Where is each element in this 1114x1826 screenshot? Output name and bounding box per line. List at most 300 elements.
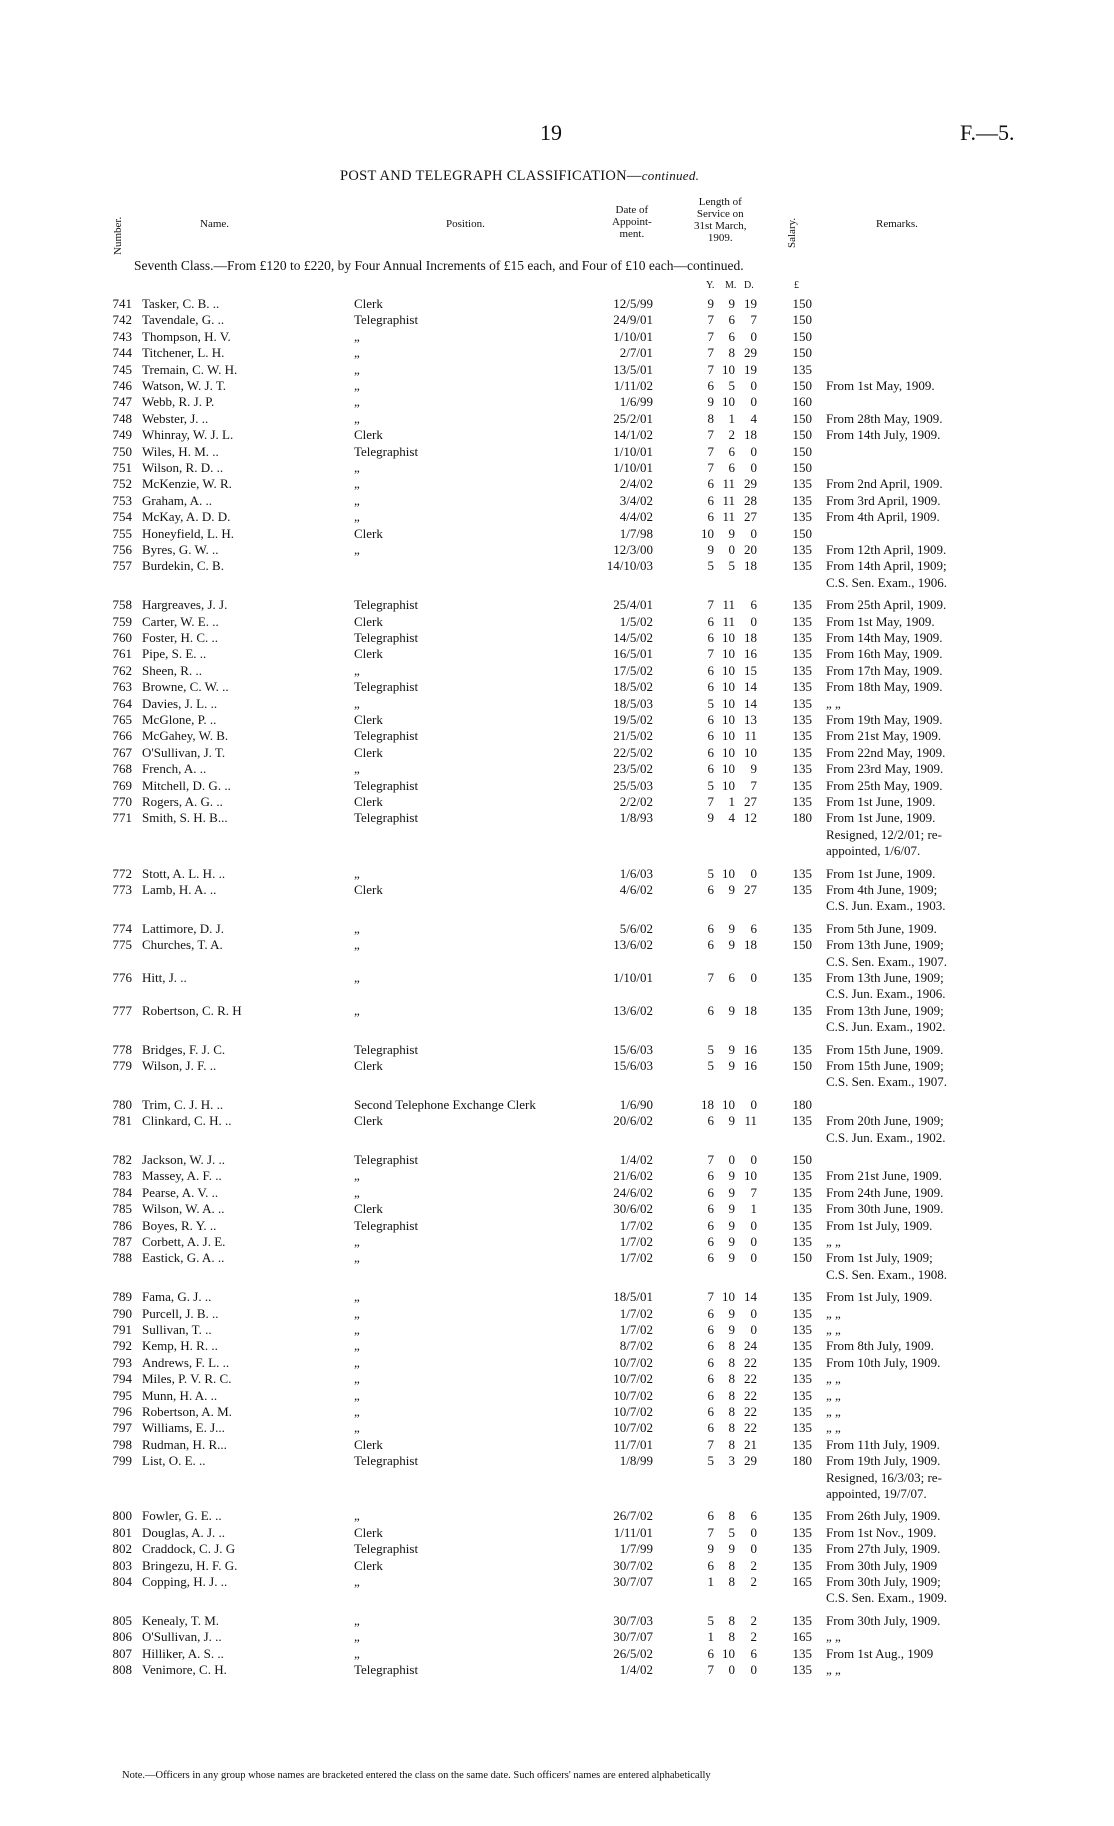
row-days: 21 [744, 1436, 757, 1452]
row-name: Rogers, A. G. .. [142, 794, 223, 809]
row-number: 798 [112, 1436, 132, 1452]
row-date: 13/6/02 [613, 937, 653, 953]
header-service [694, 196, 747, 244]
row-remarks: C.S. Jun. Exam., 1906. [826, 986, 946, 1002]
row-name: Hargreaves, J. J. [142, 597, 228, 613]
row-remarks: From 4th April, 1909. [826, 509, 940, 525]
row-remarks: C.S. Sen. Exam., 1906. [826, 574, 947, 590]
row-remarks: From 3rd April, 1909. [826, 492, 941, 508]
row-years: 5 [707, 865, 714, 881]
row-number: 748 [112, 410, 132, 426]
table-row [0, 1218, 1114, 1234]
row-remarks: From 14th April, 1909; [826, 558, 947, 574]
table-row [0, 1113, 1114, 1129]
row-number: 763 [112, 679, 132, 695]
row-years: 6 [707, 1217, 714, 1233]
row-remarks: „ „ [826, 1662, 841, 1677]
row-number: 754 [112, 509, 132, 525]
row-salary: 135 [792, 1371, 812, 1387]
row-days: 0 [750, 1305, 757, 1321]
row-remarks: „ „ [826, 1371, 841, 1387]
row-date: 1/7/02 [619, 1305, 653, 1321]
row-days: 0 [750, 1217, 757, 1233]
table-row [0, 1486, 1114, 1502]
row-years: 7 [707, 1662, 714, 1677]
row-remarks: From 1st July, 1909. [826, 1289, 933, 1305]
row-date: 14/1/02 [613, 427, 653, 443]
row-months: 6 [728, 328, 735, 344]
row-years: 1 [707, 1574, 714, 1589]
row-remarks: C.S. Jun. Exam., 1902. [826, 1129, 946, 1145]
row-days: 18 [744, 630, 757, 645]
row-name: Hilliker, A. S. .. [142, 1645, 224, 1661]
table-row [0, 575, 1114, 591]
row-remarks: From 14th May, 1909. [826, 630, 943, 645]
row-salary: 135 [792, 1201, 812, 1217]
row-days: 18 [744, 558, 757, 574]
row-name: Williams, E. J... [142, 1420, 225, 1436]
row-salary: 150 [792, 460, 812, 475]
row-days: 14 [744, 1289, 757, 1305]
row-position: Telegraphist [354, 312, 419, 328]
row-number: 802 [112, 1541, 132, 1557]
row-days: 27 [744, 509, 757, 525]
table-row [0, 1097, 1114, 1113]
row-salary: 135 [792, 865, 812, 881]
row-remarks: From 17th May, 1909. [826, 662, 943, 678]
unit-years: Y. [706, 280, 715, 291]
row-years: 5 [707, 558, 714, 574]
row-number: 782 [112, 1152, 132, 1167]
row-position: „ [354, 1354, 360, 1370]
row-number: 741 [112, 296, 132, 311]
row-days: 19 [744, 361, 757, 377]
row-remarks: From 13th June, 1909; [826, 970, 944, 985]
row-number: 751 [112, 460, 132, 475]
row-position: „ [354, 378, 360, 393]
row-date: 1/11/01 [613, 1524, 653, 1540]
row-days: 14 [744, 695, 757, 711]
row-number: 784 [112, 1184, 132, 1200]
row-date: 30/6/02 [613, 1201, 653, 1217]
row-salary: 135 [792, 509, 812, 525]
row-date: 30/7/02 [613, 1557, 653, 1573]
row-years: 6 [707, 728, 714, 744]
row-years: 7 [707, 427, 714, 443]
row-position: Clerk [354, 1557, 383, 1573]
table-row [0, 542, 1114, 558]
row-position: „ [354, 1574, 360, 1589]
row-days: 0 [750, 1524, 757, 1540]
row-years: 7 [707, 1436, 714, 1452]
table-row [0, 794, 1114, 810]
row-date: 1/8/99 [619, 1453, 653, 1469]
row-date: 1/4/02 [619, 1152, 653, 1167]
table-row [0, 898, 1114, 914]
table-row [0, 630, 1114, 646]
row-position: Telegraphist [354, 1453, 419, 1469]
row-position: Telegraphist [354, 777, 419, 793]
row-days: 0 [750, 1234, 757, 1249]
row-number: 771 [112, 810, 132, 826]
row-days: 0 [750, 394, 757, 410]
row-days: 4 [750, 410, 757, 426]
row-remarks: From 1st July, 1909; [826, 1250, 933, 1266]
row-months: 8 [728, 1338, 735, 1354]
row-name: Wilson, J. F. .. [142, 1058, 217, 1073]
row-position: Clerk [354, 744, 383, 760]
row-years: 6 [707, 1387, 714, 1403]
row-position: Clerk [354, 712, 383, 727]
row-remarks: „ „ [826, 1305, 841, 1321]
row-months: 11 [722, 492, 735, 508]
row-years: 9 [707, 810, 714, 826]
row-number: 806 [112, 1629, 132, 1645]
row-months: 8 [728, 1612, 735, 1628]
row-years: 6 [707, 1338, 714, 1354]
row-years: 7 [707, 970, 714, 985]
row-salary: 160 [792, 394, 812, 410]
row-months: 10 [722, 1289, 735, 1305]
row-number: 750 [112, 443, 132, 459]
row-salary: 135 [792, 1612, 812, 1628]
unit-salary: £ [794, 280, 799, 291]
row-days: 28 [744, 492, 757, 508]
row-position: Clerk [354, 613, 383, 629]
row-date: 21/5/02 [613, 728, 653, 744]
row-position: Telegraphist [354, 443, 419, 459]
row-position: Telegraphist [354, 1217, 419, 1233]
row-months: 9 [728, 937, 735, 953]
row-position: Telegraphist [354, 679, 419, 695]
row-months: 8 [728, 345, 735, 361]
row-number: 787 [112, 1234, 132, 1249]
row-date: 11/7/01 [613, 1436, 653, 1452]
row-salary: 180 [792, 1096, 812, 1112]
row-position: „ [354, 1508, 360, 1524]
row-remarks: „ „ [826, 1420, 841, 1436]
row-date: 23/5/02 [613, 761, 653, 777]
row-salary: 135 [792, 1234, 812, 1249]
row-number: 795 [112, 1387, 132, 1403]
row-days: 0 [750, 613, 757, 629]
row-date: 14/5/02 [613, 630, 653, 645]
unit-months: M. [725, 280, 737, 291]
row-number: 756 [112, 542, 132, 557]
table-row [0, 1590, 1114, 1606]
row-months: 10 [722, 662, 735, 678]
row-position: „ [354, 1322, 360, 1337]
row-date: 12/5/99 [613, 296, 653, 311]
row-days: 1 [750, 1201, 757, 1217]
row-months: 1 [728, 794, 735, 809]
row-years: 5 [707, 1453, 714, 1469]
table-row [0, 1267, 1114, 1283]
row-years: 6 [707, 492, 714, 508]
row-remarks: „ „ [826, 1629, 841, 1645]
header-remarks: Remarks. [876, 218, 918, 230]
row-number: 778 [112, 1041, 132, 1057]
row-salary: 150 [792, 1250, 812, 1266]
row-date: 1/7/02 [619, 1234, 653, 1249]
row-salary: 150 [792, 1058, 812, 1073]
row-number: 797 [112, 1420, 132, 1436]
row-number: 764 [112, 695, 132, 711]
row-name: McKenzie, W. R. [142, 476, 232, 492]
row-position: „ [354, 410, 360, 426]
title-suffix: continued. [641, 168, 700, 183]
row-months: 9 [728, 1041, 735, 1057]
row-months: 8 [728, 1354, 735, 1370]
row-salary: 150 [792, 328, 812, 344]
row-number: 758 [112, 597, 132, 613]
row-years: 7 [707, 361, 714, 377]
row-number: 783 [112, 1168, 132, 1184]
row-position: „ [354, 328, 360, 344]
row-salary: 135 [792, 679, 812, 695]
row-months: 10 [722, 394, 735, 410]
table-row [0, 493, 1114, 509]
row-remarks: From 1st June, 1909. [826, 794, 936, 809]
table-row [0, 1388, 1114, 1404]
row-position: „ [354, 1305, 360, 1321]
row-days: 9 [750, 761, 757, 777]
row-years: 9 [707, 394, 714, 410]
row-months: 11 [722, 613, 735, 629]
row-name: Burdekin, C. B. [142, 558, 224, 574]
row-months: 1 [728, 410, 735, 426]
row-date: 1/11/02 [613, 378, 653, 393]
row-position: „ [354, 492, 360, 508]
row-years: 7 [707, 345, 714, 361]
row-years: 6 [707, 1113, 714, 1129]
row-salary: 135 [792, 728, 812, 744]
table-row [0, 761, 1114, 777]
row-salary: 135 [792, 1436, 812, 1452]
row-years: 6 [707, 613, 714, 629]
row-days: 22 [744, 1371, 757, 1387]
row-remarks: From 2nd April, 1909. [826, 476, 943, 492]
row-date: 1/4/02 [619, 1662, 653, 1677]
row-number: 774 [112, 920, 132, 936]
row-years: 7 [707, 443, 714, 459]
row-number: 807 [112, 1645, 132, 1661]
row-name: Andrews, F. L. .. [142, 1354, 230, 1370]
row-years: 6 [707, 679, 714, 695]
row-salary: 135 [792, 558, 812, 574]
row-number: 786 [112, 1217, 132, 1233]
row-name: Trim, C. J. H. .. [142, 1096, 224, 1112]
row-date: 5/6/02 [619, 920, 653, 936]
row-days: 0 [750, 443, 757, 459]
row-position: Clerk [354, 427, 383, 443]
row-days: 2 [750, 1557, 757, 1573]
header-number: Number. [112, 216, 124, 255]
row-months: 10 [722, 695, 735, 711]
row-days: 0 [750, 865, 757, 881]
row-position: „ [354, 361, 360, 377]
header-date-line: ment. [619, 228, 645, 240]
table-row [0, 1646, 1114, 1662]
row-months: 9 [728, 1058, 735, 1073]
row-months: 6 [728, 970, 735, 985]
row-days: 0 [750, 1096, 757, 1112]
row-name: Massey, A. F. .. [142, 1168, 222, 1184]
table-row [0, 1234, 1114, 1250]
row-position: Telegraphist [354, 630, 419, 645]
row-name: Wiles, H. M. .. [142, 443, 219, 459]
row-years: 6 [707, 509, 714, 525]
row-number: 785 [112, 1201, 132, 1217]
row-remarks: C.S. Sen. Exam., 1909. [826, 1590, 947, 1606]
table-row [0, 1437, 1114, 1453]
row-position: Clerk [354, 882, 383, 897]
row-salary: 135 [792, 1113, 812, 1129]
row-months: 10 [722, 630, 735, 645]
row-date: 1/5/02 [619, 613, 653, 629]
row-date: 1/7/98 [619, 525, 653, 541]
row-name: Clinkard, C. H. .. [142, 1113, 232, 1129]
row-name: Venimore, C. H. [142, 1662, 227, 1677]
row-salary: 135 [792, 1420, 812, 1436]
row-position: Telegraphist [354, 1152, 419, 1167]
table-row [0, 1525, 1114, 1541]
table-row [0, 362, 1114, 378]
row-months: 8 [728, 1508, 735, 1524]
row-years: 6 [707, 1201, 714, 1217]
row-date: 4/6/02 [619, 882, 653, 897]
header-service-line: Service on [696, 208, 744, 220]
row-years: 5 [707, 1041, 714, 1057]
row-name: Webster, J. .. [142, 410, 209, 426]
row-years: 7 [707, 794, 714, 809]
row-remarks: C.S. Sen. Exam., 1907. [826, 953, 947, 969]
row-date: 22/5/02 [613, 744, 653, 760]
row-name: Foster, H. C. .. [142, 630, 219, 645]
footnote: Note.—Officers in any group whose names are bracketed entered the class on the same date. Such officers' names are entered alphabetically [122, 1770, 711, 1781]
row-number: 801 [112, 1524, 132, 1540]
row-months: 11 [722, 476, 735, 492]
row-position: „ [354, 1387, 360, 1403]
row-position: „ [354, 1338, 360, 1354]
row-months: 10 [722, 1645, 735, 1661]
row-days: 0 [750, 460, 757, 475]
row-name: O'Sullivan, J. .. [142, 1629, 222, 1645]
row-number: 789 [112, 1289, 132, 1305]
row-number: 790 [112, 1305, 132, 1321]
row-name: Miles, P. V. R. C. [142, 1371, 232, 1387]
row-days: 19 [744, 296, 757, 311]
row-salary: 135 [792, 662, 812, 678]
row-remarks: From 19th May, 1909. [826, 712, 943, 727]
row-name: Sullivan, T. .. [142, 1322, 212, 1337]
row-date: 2/7/01 [619, 345, 653, 361]
row-remarks: From 10th July, 1909. [826, 1354, 941, 1370]
row-number: 747 [112, 394, 132, 410]
row-years: 7 [707, 597, 714, 613]
row-years: 10 [701, 525, 714, 541]
row-date: 2/2/02 [619, 794, 653, 809]
row-date: 14/10/03 [606, 558, 653, 574]
row-remarks: From 12th April, 1909. [826, 542, 947, 557]
row-salary: 150 [792, 312, 812, 328]
row-name: Lamb, H. A. .. [142, 882, 217, 897]
row-salary: 135 [792, 1168, 812, 1184]
row-number: 792 [112, 1338, 132, 1354]
row-position: „ [354, 1404, 360, 1419]
row-number: 777 [112, 1002, 132, 1018]
row-remarks: From 25th May, 1909. [826, 777, 943, 793]
table-row [0, 1629, 1114, 1645]
row-years: 6 [707, 937, 714, 953]
row-months: 9 [728, 296, 735, 311]
row-number: 780 [112, 1096, 132, 1112]
row-position: Clerk [354, 646, 383, 662]
row-remarks: From 1st May, 1909. [826, 378, 935, 393]
row-days: 0 [750, 525, 757, 541]
row-date: 10/7/02 [613, 1387, 653, 1403]
row-salary: 135 [792, 1217, 812, 1233]
row-days: 7 [750, 777, 757, 793]
row-salary: 135 [792, 1322, 812, 1337]
row-name: Robertson, C. R. H [142, 1002, 242, 1018]
row-years: 6 [707, 378, 714, 393]
row-remarks: „ „ [826, 1387, 841, 1403]
table-row [0, 1453, 1114, 1469]
row-name: Wilson, R. D. .. [142, 460, 224, 475]
row-name: Purcell, J. B. .. [142, 1305, 219, 1321]
row-days: 11 [744, 728, 757, 744]
row-days: 7 [750, 1184, 757, 1200]
row-days: 20 [744, 542, 757, 557]
table-row [0, 1168, 1114, 1184]
row-years: 1 [707, 1629, 714, 1645]
row-salary: 135 [792, 1524, 812, 1540]
table-row [0, 1185, 1114, 1201]
row-years: 6 [707, 1645, 714, 1661]
row-salary: 135 [792, 542, 812, 557]
row-salary: 180 [792, 1453, 812, 1469]
row-remarks: appointed, 19/7/07. [826, 1486, 927, 1501]
row-name: Lattimore, D. J. [142, 920, 224, 936]
row-position: „ [354, 1289, 360, 1305]
row-years: 7 [707, 460, 714, 475]
row-days: 12 [744, 810, 757, 826]
row-name: Whinray, W. J. L. [142, 427, 234, 443]
row-months: 11 [722, 509, 735, 525]
row-date: 1/6/99 [619, 394, 653, 410]
row-salary: 150 [792, 525, 812, 541]
row-months: 10 [722, 712, 735, 727]
row-date: 21/6/02 [613, 1168, 653, 1184]
row-months: 8 [728, 1404, 735, 1419]
row-date: 10/7/02 [613, 1404, 653, 1419]
row-position: „ [354, 509, 360, 525]
row-name: Tremain, C. W. H. [142, 361, 238, 377]
row-years: 6 [707, 1305, 714, 1321]
row-position: „ [354, 1612, 360, 1628]
table-row [0, 663, 1114, 679]
row-date: 25/4/01 [613, 597, 653, 613]
row-years: 7 [707, 1524, 714, 1540]
row-date: 25/5/03 [613, 777, 653, 793]
row-name: Boyes, R. Y. .. [142, 1217, 217, 1233]
table-row [0, 1420, 1114, 1436]
row-remarks: From 27th July, 1909. [826, 1541, 941, 1557]
row-position: „ [354, 394, 360, 410]
row-salary: 135 [792, 1387, 812, 1403]
row-months: 10 [722, 361, 735, 377]
